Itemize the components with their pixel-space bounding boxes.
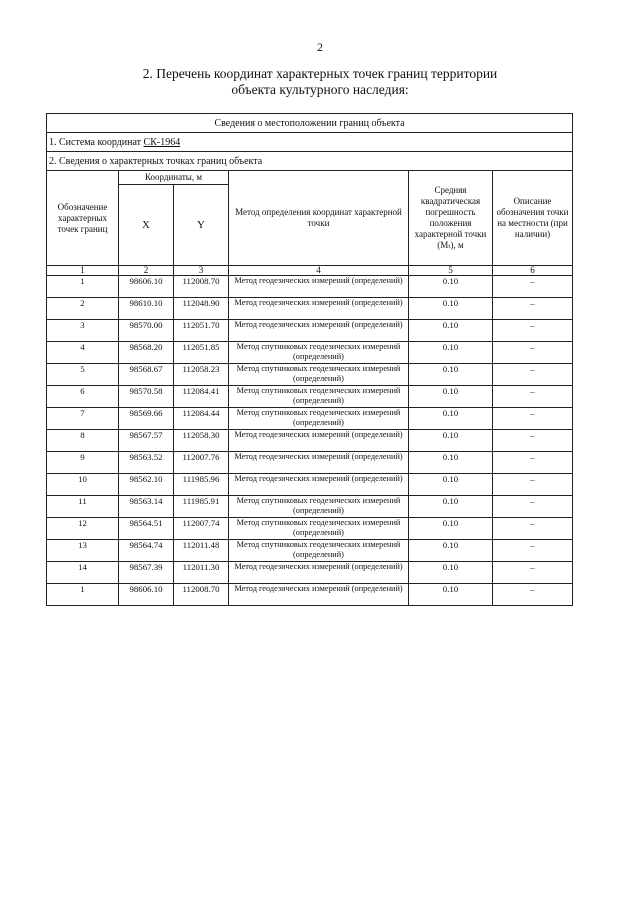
column-number: 1 <box>47 266 119 276</box>
description-cell: – <box>493 408 573 430</box>
y-cell: 112051.85 <box>174 342 229 364</box>
column-number: 2 <box>119 266 174 276</box>
y-cell: 112008.70 <box>174 276 229 298</box>
description-cell: – <box>493 430 573 452</box>
table-row <box>47 452 573 474</box>
error-cell: 0.10 <box>409 562 493 584</box>
description-cell: – <box>493 518 573 540</box>
x-cell: 98567.39 <box>119 562 174 584</box>
y-cell: 112011.48 <box>174 540 229 562</box>
method-cell: Метод спутниковых геодезических измерений (определений) <box>229 364 409 386</box>
coordinates-table <box>46 113 573 606</box>
column-number: 3 <box>174 266 229 276</box>
x-cell: 98562.10 <box>119 474 174 496</box>
page-number: 2 <box>317 40 323 54</box>
point-cell: 3 <box>47 320 119 342</box>
column-number: 6 <box>493 266 573 276</box>
table-row <box>47 540 573 562</box>
y-cell: 112084.41 <box>174 386 229 408</box>
table-banner: Сведения о местоположении границ объекта <box>47 114 573 133</box>
point-cell: 12 <box>47 518 119 540</box>
error-cell: 0.10 <box>409 320 493 342</box>
method-cell: Метод геодезических измерений (определений) <box>229 562 409 584</box>
header-method: Метод определения координат характерной точки <box>229 171 409 266</box>
header-coordinates: Координаты, м <box>119 171 229 185</box>
error-cell: 0.10 <box>409 518 493 540</box>
y-cell: 112007.74 <box>174 518 229 540</box>
heading-line-1: 2. Перечень координат характерных точек границ территории <box>142 66 498 81</box>
coord-system-cell <box>47 133 573 152</box>
method-cell: Метод геодезических измерений (определений) <box>229 298 409 320</box>
table-row <box>47 584 573 606</box>
table-row <box>47 518 573 540</box>
table-row <box>47 496 573 518</box>
error-cell: 0.10 <box>409 452 493 474</box>
x-cell: 98569.66 <box>119 408 174 430</box>
method-cell: Метод спутниковых геодезических измерений (определений) <box>229 496 409 518</box>
description-cell: – <box>493 452 573 474</box>
point-cell: 14 <box>47 562 119 584</box>
y-cell: 112007.76 <box>174 452 229 474</box>
point-cell: 4 <box>47 342 119 364</box>
x-cell: 98564.51 <box>119 518 174 540</box>
point-cell: 1 <box>47 276 119 298</box>
x-cell: 98606.10 <box>119 276 174 298</box>
description-cell: – <box>493 584 573 606</box>
table-row <box>47 430 573 452</box>
description-cell: – <box>493 276 573 298</box>
point-cell: 2 <box>47 298 119 320</box>
header-x: X <box>119 185 174 266</box>
error-cell: 0.10 <box>409 342 493 364</box>
method-cell: Метод спутниковых геодезических измерений (определений) <box>229 540 409 562</box>
table-row <box>47 386 573 408</box>
point-cell: 10 <box>47 474 119 496</box>
table-row <box>47 474 573 496</box>
description-cell: – <box>493 342 573 364</box>
table-row <box>47 342 573 364</box>
method-cell: Метод спутниковых геодезических измерений (определений) <box>229 342 409 364</box>
table-row <box>47 320 573 342</box>
y-cell: 112048.90 <box>174 298 229 320</box>
column-number-row <box>47 266 573 276</box>
method-cell: Метод геодезических измерений (определений) <box>229 474 409 496</box>
description-cell: – <box>493 496 573 518</box>
method-cell: Метод геодезических измерений (определений) <box>229 430 409 452</box>
header-description: Описание обозначения точки на местности (при наличии) <box>493 171 573 266</box>
x-cell: 98568.20 <box>119 342 174 364</box>
y-cell: 112011.30 <box>174 562 229 584</box>
error-cell: 0.10 <box>409 364 493 386</box>
method-cell: Метод геодезических измерений (определений) <box>229 452 409 474</box>
x-cell: 98606.10 <box>119 584 174 606</box>
document-heading <box>0 66 640 98</box>
error-cell: 0.10 <box>409 584 493 606</box>
x-cell: 98570.00 <box>119 320 174 342</box>
method-cell: Метод спутниковых геодезических измерений (определений) <box>229 386 409 408</box>
point-cell: 8 <box>47 430 119 452</box>
y-cell: 111985.91 <box>174 496 229 518</box>
error-cell: 0.10 <box>409 386 493 408</box>
table-row <box>47 408 573 430</box>
x-cell: 98610.10 <box>119 298 174 320</box>
description-cell: – <box>493 562 573 584</box>
point-cell: 5 <box>47 364 119 386</box>
description-cell: – <box>493 386 573 408</box>
heading-line-2: объекта культурного наследия: <box>231 82 409 97</box>
error-cell: 0.10 <box>409 276 493 298</box>
y-cell: 112058.30 <box>174 430 229 452</box>
x-cell: 98570.58 <box>119 386 174 408</box>
error-cell: 0.10 <box>409 496 493 518</box>
table-row <box>47 562 573 584</box>
table-row <box>47 298 573 320</box>
point-cell: 6 <box>47 386 119 408</box>
section-2-title: 2. Сведения о характерных точках границ объекта <box>47 152 573 171</box>
description-cell: – <box>493 540 573 562</box>
column-number: 5 <box>409 266 493 276</box>
y-cell: 112008.70 <box>174 584 229 606</box>
error-cell: 0.10 <box>409 474 493 496</box>
description-cell: – <box>493 364 573 386</box>
header-designation: Обозначение характерных точек границ <box>47 171 119 266</box>
method-cell: Метод геодезических измерений (определений) <box>229 320 409 342</box>
point-cell: 13 <box>47 540 119 562</box>
y-cell: 112084.44 <box>174 408 229 430</box>
header-error: Средняя квадратическая погрешность положения характерной точки (Mₜ), м <box>409 171 493 266</box>
description-cell: – <box>493 320 573 342</box>
error-cell: 0.10 <box>409 298 493 320</box>
header-y: Y <box>174 185 229 266</box>
x-cell: 98568.67 <box>119 364 174 386</box>
description-cell: – <box>493 298 573 320</box>
y-cell: 112051.70 <box>174 320 229 342</box>
table-row <box>47 364 573 386</box>
method-cell: Метод спутниковых геодезических измерений (определений) <box>229 408 409 430</box>
method-cell: Метод геодезических измерений (определений) <box>229 584 409 606</box>
x-cell: 98567.57 <box>119 430 174 452</box>
point-cell: 9 <box>47 452 119 474</box>
point-cell: 1 <box>47 584 119 606</box>
x-cell: 98564.74 <box>119 540 174 562</box>
method-cell: Метод геодезических измерений (определений) <box>229 276 409 298</box>
table-row <box>47 276 573 298</box>
y-cell: 111985.96 <box>174 474 229 496</box>
coord-system-value: СК-1964 <box>143 136 181 148</box>
description-cell: – <box>493 474 573 496</box>
coord-system-label: 1. Система координат <box>49 136 144 148</box>
point-cell: 11 <box>47 496 119 518</box>
error-cell: 0.10 <box>409 540 493 562</box>
error-cell: 0.10 <box>409 430 493 452</box>
x-cell: 98563.52 <box>119 452 174 474</box>
point-cell: 7 <box>47 408 119 430</box>
x-cell: 98563.14 <box>119 496 174 518</box>
method-cell: Метод спутниковых геодезических измерений (определений) <box>229 518 409 540</box>
y-cell: 112058.23 <box>174 364 229 386</box>
error-cell: 0.10 <box>409 408 493 430</box>
column-number: 4 <box>229 266 409 276</box>
